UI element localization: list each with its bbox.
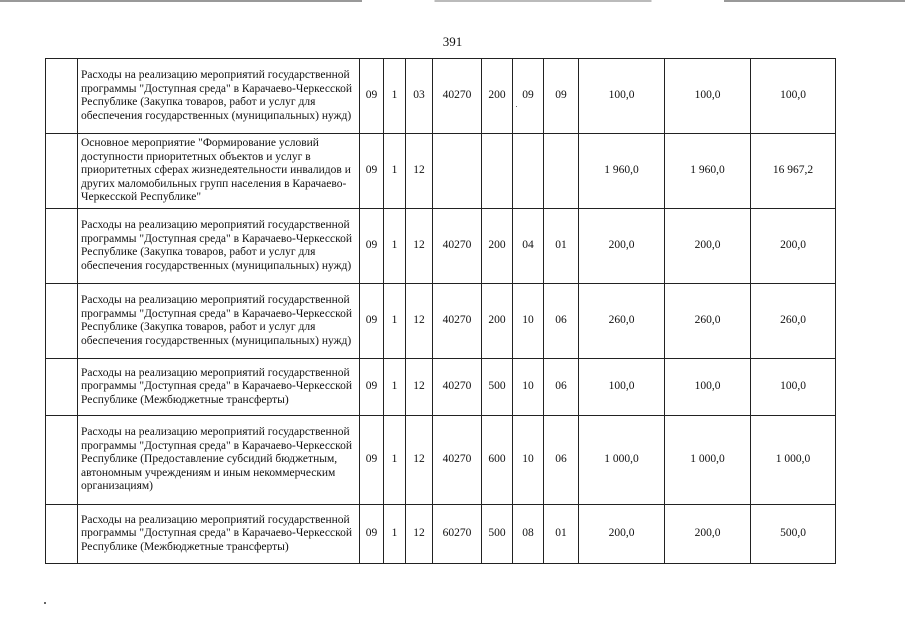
code-cell: 40270 <box>433 284 482 359</box>
code-cell: 60270 <box>433 505 482 564</box>
code-cell: 09 <box>360 284 384 359</box>
code-cell: 08 <box>513 505 544 564</box>
row-description: Основное мероприятие "Формирование условий доступности приоритетных объектов и услуг в приоритетных сферах жизнедеятельности инвалидов и других маломобильных групп населения в Карачаево-Черкесской Республике" <box>78 134 360 209</box>
row-index-cell <box>46 209 78 284</box>
code-cell: 06 <box>544 359 579 416</box>
table-row <box>46 284 836 359</box>
code-cell: 10 <box>513 416 544 505</box>
code-cell: 12 <box>406 505 433 564</box>
row-description: Расходы на реализацию мероприятий государственной программы "Доступная среда" в Карачаево-Черкесской Республике (Закупка товаров, работ и услуг для обеспечения государственных (муниципальных) нужд) <box>78 209 360 284</box>
amount-cell: 200,0 <box>579 209 665 284</box>
code-cell: 01 <box>544 209 579 284</box>
row-index-cell <box>46 359 78 416</box>
code-cell: 12 <box>406 359 433 416</box>
code-cell: 200 <box>482 59 513 134</box>
amount-cell: 100,0 <box>751 359 836 416</box>
row-index-cell <box>46 134 78 209</box>
code-cell: 09 <box>360 59 384 134</box>
code-cell: 03 <box>406 59 433 134</box>
amount-cell: 200,0 <box>665 209 751 284</box>
code-cell: 40270 <box>433 416 482 505</box>
code-cell: 04 <box>513 209 544 284</box>
code-cell: 09 <box>360 209 384 284</box>
code-cell: 01 <box>544 505 579 564</box>
code-cell: 200 <box>482 284 513 359</box>
amount-cell: 500,0 <box>751 505 836 564</box>
row-description: Расходы на реализацию мероприятий государственной программы "Доступная среда" в Карачаево-Черкесской Республике (Межбюджетные трансферты) <box>78 505 360 564</box>
code-cell: 12 <box>406 209 433 284</box>
table-row <box>46 59 836 134</box>
amount-cell: 260,0 <box>751 284 836 359</box>
table-row <box>46 134 836 209</box>
amount-cell: 1 960,0 <box>579 134 665 209</box>
table-row <box>46 416 836 505</box>
code-cell: 40270 <box>433 59 482 134</box>
code-cell <box>544 134 579 209</box>
code-cell: 500 <box>482 505 513 564</box>
amount-cell: 16 967,2 <box>751 134 836 209</box>
table-row <box>46 359 836 416</box>
row-index-cell <box>46 416 78 505</box>
row-index-cell <box>46 284 78 359</box>
code-cell: 10 <box>513 284 544 359</box>
scan-speck <box>44 602 46 604</box>
code-cell: 09 <box>513 59 544 134</box>
amount-cell: 260,0 <box>579 284 665 359</box>
row-description: Расходы на реализацию мероприятий государственной программы "Доступная среда" в Карачаево-Черкесской Республике (Межбюджетные трансферты) <box>78 359 360 416</box>
code-cell: 09 <box>360 505 384 564</box>
row-description: Расходы на реализацию мероприятий государственной программы "Доступная среда" в Карачаево-Черкесской Республике (Закупка товаров, работ и услуг для обеспечения государственных (муниципальных) нужд) <box>78 59 360 134</box>
amount-cell: 100,0 <box>751 59 836 134</box>
page-number: 391 <box>442 34 463 49</box>
code-cell: 40270 <box>433 359 482 416</box>
code-cell: 12 <box>406 416 433 505</box>
code-cell: 06 <box>544 416 579 505</box>
amount-cell: 100,0 <box>579 359 665 416</box>
amount-cell: 200,0 <box>751 209 836 284</box>
code-cell: 12 <box>406 134 433 209</box>
code-cell: 12 <box>406 284 433 359</box>
code-cell: 600 <box>482 416 513 505</box>
scan-speck <box>516 106 517 107</box>
scan-top-edge <box>0 0 905 2</box>
amount-cell: 1 000,0 <box>665 416 751 505</box>
amount-cell: 100,0 <box>579 59 665 134</box>
code-cell: 1 <box>384 209 406 284</box>
code-cell <box>482 134 513 209</box>
code-cell: 500 <box>482 359 513 416</box>
row-description: Расходы на реализацию мероприятий государственной программы "Доступная среда" в Карачаево-Черкесской Республике (Закупка товаров, работ и услуг для обеспечения государственных (муниципальных) нужд) <box>78 284 360 359</box>
code-cell: 1 <box>384 134 406 209</box>
code-cell: 09 <box>360 416 384 505</box>
budget-table <box>45 58 836 564</box>
code-cell: 10 <box>513 359 544 416</box>
amount-cell: 260,0 <box>665 284 751 359</box>
code-cell: 06 <box>544 284 579 359</box>
amount-cell: 200,0 <box>665 505 751 564</box>
code-cell: 09 <box>544 59 579 134</box>
code-cell: 1 <box>384 359 406 416</box>
code-cell: 40270 <box>433 209 482 284</box>
row-index-cell <box>46 505 78 564</box>
code-cell: 09 <box>360 134 384 209</box>
row-index-cell <box>46 59 78 134</box>
code-cell: 1 <box>384 505 406 564</box>
amount-cell: 1 000,0 <box>579 416 665 505</box>
code-cell <box>513 134 544 209</box>
amount-cell: 1 000,0 <box>751 416 836 505</box>
code-cell: 1 <box>384 59 406 134</box>
code-cell: 09 <box>360 359 384 416</box>
code-cell: 1 <box>384 284 406 359</box>
amount-cell: 1 960,0 <box>665 134 751 209</box>
code-cell <box>433 134 482 209</box>
code-cell: 200 <box>482 209 513 284</box>
amount-cell: 100,0 <box>665 359 751 416</box>
table-row <box>46 505 836 564</box>
code-cell: 1 <box>384 416 406 505</box>
amount-cell: 100,0 <box>665 59 751 134</box>
table-row <box>46 209 836 284</box>
row-description: Расходы на реализацию мероприятий государственной программы "Доступная среда" в Карачаево-Черкесской Республике (Предоставление субсидий бюджетным, автономным учреждениям и иным некоммерческим организациям) <box>78 416 360 505</box>
amount-cell: 200,0 <box>579 505 665 564</box>
